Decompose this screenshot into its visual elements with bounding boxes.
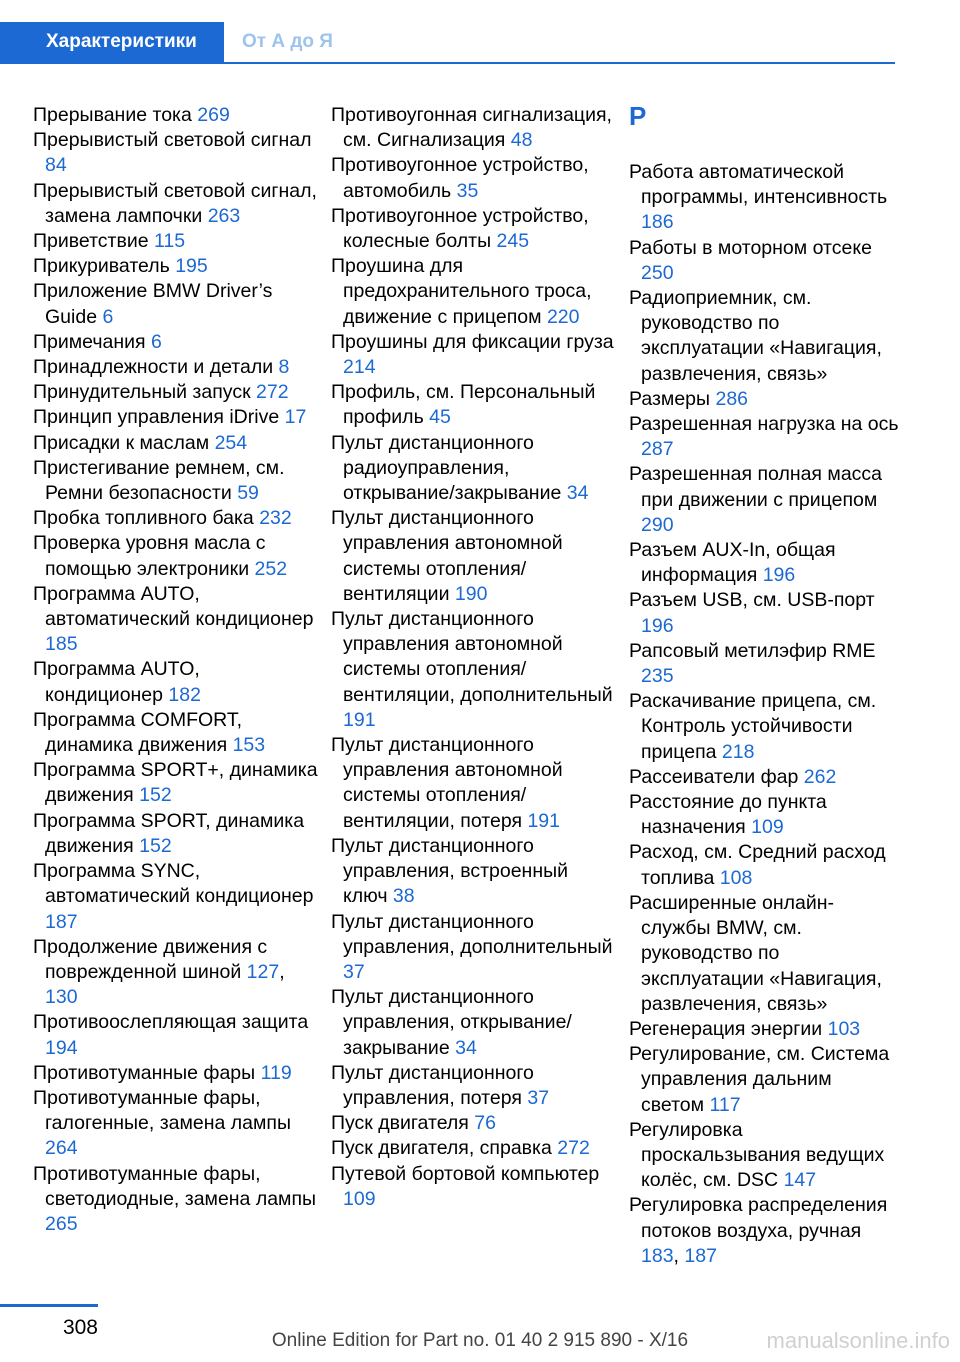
page-link[interactable]: 272 [557, 1137, 590, 1160]
index-entry-text: Работа автоматической программы, интенсивность [629, 161, 888, 209]
index-entry [331, 506, 616, 607]
page-link[interactable]: 117 [709, 1093, 741, 1116]
index-column-3 [629, 103, 899, 1269]
page-link[interactable]: 232 [259, 507, 292, 530]
index-entry [33, 531, 318, 581]
index-entry-text: Прерывистый световой сигнал, замена лампочки [33, 179, 317, 227]
index-entry [629, 1042, 899, 1118]
index-entry-text: Программа SYNC, автоматический кондиционер [33, 860, 314, 908]
page-link[interactable]: 115 [154, 230, 186, 253]
page-link[interactable]: 59 [237, 482, 259, 505]
page-link[interactable]: 252 [254, 557, 288, 580]
index-entry [629, 639, 899, 689]
index-entry-text: Примечания [33, 330, 146, 353]
page-link[interactable]: 8 [278, 356, 290, 379]
index-entry [629, 412, 899, 462]
index-column-2 [331, 103, 616, 1212]
index-entry-text: Пульт дистанционного управления автономной системы отопления/вентиляции, дополнительный [331, 608, 613, 706]
page-link[interactable]: 37 [527, 1086, 550, 1109]
index-entry-text: Программа AUTO, кондиционер [33, 658, 200, 706]
page-link[interactable]: 235 [641, 665, 674, 688]
page-link[interactable]: 195 [175, 255, 208, 278]
index-entry-text: Прикуриватель [33, 255, 170, 278]
index-entry [33, 1162, 318, 1238]
index-entry-text: Присадки к маслам [33, 431, 210, 454]
section-letter: Р [629, 101, 647, 131]
page-number-bar [0, 1304, 98, 1307]
index-entry-text: Разъем AUX-In, общая информация [629, 539, 836, 587]
index-entry-text: Противоослепляющая защита [33, 1011, 309, 1034]
page-link[interactable]: 108 [719, 866, 753, 889]
page-link[interactable]: 37 [343, 960, 365, 983]
index-entry [331, 380, 616, 430]
index-entry-text: Пульт дистанционного радиоуправления, открывание/закрывание [331, 431, 562, 505]
index-entry-text: Принцип управления iDrive [33, 406, 280, 429]
index-entry-text: Разрешенная нагрузка на ось [629, 413, 899, 436]
index-entry [629, 462, 899, 538]
index-entry [629, 286, 899, 387]
index-entry [33, 809, 318, 859]
page-link[interactable]: 109 [751, 816, 784, 839]
index-entry [33, 431, 318, 456]
index-entry [331, 985, 616, 1061]
index-entry-text: Программа SPORT+, динамика движения [33, 759, 318, 807]
index-entry [33, 859, 318, 935]
index-entry-text: Принудительный запуск [33, 381, 251, 404]
page-link[interactable]: 262 [803, 765, 837, 788]
page-link[interactable]: 187 [684, 1244, 717, 1267]
index-entry-text: Расстояние до пункта назначения [629, 791, 827, 839]
index-entry [33, 506, 318, 531]
index-entry-text: Пристегивание ремнем, см. Ремни безопасности [33, 456, 285, 505]
index-entry-text: Размеры [629, 387, 711, 410]
page-link[interactable]: 220 [546, 305, 580, 328]
page-link[interactable]: 290 [641, 513, 674, 536]
index-entry-text: Пульт дистанционного управления, открывание/закрывание [331, 986, 572, 1059]
page-link[interactable]: 152 [139, 834, 172, 857]
index-entry-text: Разъем USB, см. USB-порт [629, 589, 875, 612]
index-entry-text: Профиль, см. Персональный профиль [331, 381, 596, 429]
index-entry-text: Программа SPORT, динамика движения [33, 809, 305, 857]
page-link[interactable]: 265 [45, 1212, 78, 1235]
page-link[interactable]: 196 [762, 564, 796, 587]
index-entry-text: Путевой бортовой компьютер [331, 1162, 600, 1185]
index-entry-text: Расход, см. Средний расход топлива [629, 841, 886, 889]
page-link[interactable]: 119 [260, 1061, 292, 1084]
page-link[interactable]: 264 [45, 1137, 78, 1160]
index-entry [629, 790, 899, 840]
index-entry [33, 582, 318, 658]
page-link[interactable]: 185 [45, 633, 78, 656]
page-link[interactable]: 34 [566, 482, 589, 505]
header-tab-bar [0, 22, 895, 64]
page-link[interactable]: 103 [827, 1017, 861, 1040]
page-link[interactable]: 186 [641, 211, 674, 234]
index-entry-text: Противоугонная сигнализация, см. Сигнализация [331, 104, 612, 152]
index-entry-text: Расширенные онлайн-службы BMW, см. руководство по эксплуатации «Навигация, развлечения, связь» [629, 891, 882, 1015]
index-entry [629, 891, 899, 1017]
page-link[interactable]: 147 [783, 1169, 817, 1192]
page-link[interactable]: 84 [45, 154, 67, 177]
page-link[interactable]: 287 [641, 438, 674, 461]
page-link[interactable]: 6 [102, 305, 114, 328]
index-entry-text: Пробка топливного бака [33, 507, 254, 530]
index-entry [33, 456, 318, 506]
index-entry-text: Противотуманные фары [33, 1061, 256, 1084]
index-entry-text: Пуск двигателя, справка [331, 1137, 552, 1160]
index-entry-text: Приложение BMW Driver’s Guide [33, 280, 273, 328]
index-entry-text: Противоугонное устройство, автомобиль [331, 154, 589, 202]
index-entry-text: Рапсовый метилэфир RME [629, 639, 876, 662]
page-link[interactable]: 254 [214, 431, 248, 454]
footer-edition-text: Online Edition for Part no. 01 40 2 915 890 - X/16 [271, 1330, 689, 1351]
index-entry-text: Пульт дистанционного управления, потеря [331, 1061, 534, 1109]
index-entry [331, 153, 616, 203]
index-entry [33, 405, 318, 430]
page-link[interactable]: 35 [456, 179, 479, 202]
index-entry [331, 330, 616, 380]
index-entry [33, 1086, 318, 1162]
tab-characteristics[interactable]: Характеристики [0, 22, 224, 62]
index-entry [331, 1136, 616, 1161]
page-link[interactable]: 218 [721, 740, 755, 763]
page-link[interactable]: 127 [246, 960, 280, 983]
index-entry [629, 588, 899, 638]
page-link[interactable]: 76 [474, 1112, 496, 1135]
page-link[interactable]: 45 [429, 406, 451, 429]
index-entry-text: Противотуманные фары, светодиодные, замена лампы [33, 1162, 317, 1210]
index-column-1 [33, 103, 318, 1237]
page-link[interactable]: 38 [392, 885, 415, 908]
tab-a-to-z[interactable]: От А до Я [226, 22, 349, 62]
page-link[interactable]: 153 [232, 734, 266, 757]
page-link[interactable]: 272 [256, 381, 289, 404]
index-entry-text: Пульт дистанционного управления, встроенный ключ [331, 834, 568, 908]
index-entry [331, 1111, 616, 1136]
index-entry-text: Программа AUTO, автоматический кондиционер [33, 582, 314, 631]
page-link[interactable]: 130 [45, 986, 78, 1009]
page-link[interactable]: 190 [454, 582, 488, 605]
index-entry [629, 689, 899, 765]
index-entry [331, 1162, 616, 1212]
index-entry [331, 834, 616, 910]
index-entry [629, 840, 899, 890]
page-link[interactable]: 269 [197, 104, 230, 126]
page-link[interactable]: 182 [168, 683, 201, 706]
page-link[interactable]: 194 [45, 1036, 78, 1059]
index-entry [629, 538, 899, 588]
index-entry-text: Проверка уровня масла с помощью электроники [33, 532, 266, 580]
index-entry-text: Раскачивание прицепа, см. Контроль устойчивости прицепа [629, 690, 877, 763]
index-entry [33, 657, 318, 707]
index-entry [331, 431, 616, 507]
index-entry: Регулировка распределения потоков воздуха, ручная 183, 187 [629, 1194, 888, 1267]
page-link[interactable]: 191 [527, 809, 560, 832]
page-link[interactable]: 191 [343, 708, 376, 731]
index-entry-text: Противотуманные фары, галогенные, замена лампы [33, 1086, 292, 1135]
index-entry [331, 910, 616, 986]
page-link[interactable]: 250 [641, 261, 674, 284]
index-entry [33, 380, 318, 405]
index-entry [33, 355, 318, 380]
index-entry-text: Регулировка проскальзывания ведущих колёс, см. DSC [629, 1118, 885, 1192]
index-entry [629, 387, 899, 412]
index-entry-text: Продолжение движения с поврежденной шиной [33, 935, 268, 983]
index-entry-text: Пульт дистанционного управления, дополнительный [331, 910, 613, 958]
page-link[interactable]: 34 [455, 1036, 477, 1059]
watermark: manualsonline.info [766, 1328, 950, 1353]
index-entry [331, 733, 616, 834]
index-entry-text: Пуск двигателя [331, 1112, 469, 1135]
index-entry [629, 236, 899, 286]
index-entry-text: Противоугонное устройство, колесные болты [331, 204, 589, 253]
index-entry [629, 1017, 899, 1042]
index-entry [33, 1010, 318, 1060]
index-entry [331, 1061, 616, 1111]
index-entry-text: Разрешенная полная масса при движении с прицепом [629, 463, 883, 511]
index-entry-text: Приветствие [33, 230, 149, 253]
page-link[interactable]: 245 [496, 230, 530, 253]
page-link[interactable]: 183 [641, 1244, 674, 1267]
page-link[interactable]: 48 [510, 129, 533, 152]
index-entry-text: Проушины для фиксации груза [331, 330, 614, 353]
page-link[interactable]: 17 [284, 406, 307, 429]
page-link[interactable]: 187 [45, 910, 78, 933]
page-link[interactable]: 152 [139, 784, 172, 807]
index-entry-text: Регулировка распределения потоков воздуха, ручная [629, 1194, 888, 1242]
index-entry [33, 103, 318, 128]
index-entry [629, 160, 899, 236]
index-entry: Продолжение движения с поврежденной шиной 127, 130 [33, 935, 285, 1009]
index-entry [629, 1118, 899, 1194]
index-entry-text: Работы в моторном отсеке [629, 236, 872, 259]
index-entry [33, 229, 318, 254]
index-entry-text: Прерывание тока [33, 104, 192, 126]
page-number: 308 [62, 1316, 98, 1339]
index-entry [33, 758, 318, 808]
index-entry-text: Пульт дистанционного управления автономной системы отопления/вентиляции, потеря [331, 734, 563, 832]
index-entry-text: Прерывистый световой сигнал [33, 129, 312, 152]
index-entry [33, 179, 318, 229]
index-entry-text: Принадлежности и детали [33, 356, 274, 379]
page-link[interactable]: 286 [715, 387, 749, 410]
index-entry-text: Радиоприемник, см. руководство по эксплуатации «Навигация, развлечения, связь» [629, 287, 882, 385]
page-link[interactable]: 196 [641, 614, 674, 637]
index-entry [33, 279, 318, 329]
page-link[interactable]: 6 [151, 330, 162, 353]
index-entry-text: Регулирование, см. Система управления дальним светом [629, 1043, 890, 1116]
index-entry-text: Проушина для предохранительного троса, движение с прицепом [331, 255, 592, 328]
index-entry [33, 330, 318, 355]
index-entry-text: Регенерация энергии [629, 1017, 823, 1040]
index-entry [33, 254, 318, 279]
page-link[interactable]: 263 [207, 204, 241, 227]
index-entry [331, 204, 616, 254]
index-entry [331, 254, 616, 330]
index-entry-text: Пульт дистанционного управления автономной системы отопления/вентиляции [331, 507, 563, 605]
index-entry [33, 128, 318, 178]
index-entry-text: Рассеиватели фар [629, 765, 799, 788]
index-entry [331, 607, 616, 733]
page-link[interactable]: 109 [343, 1187, 376, 1210]
index-entry [33, 1061, 318, 1086]
index-entry [33, 708, 318, 758]
index-entry [331, 103, 616, 153]
index-entry [629, 765, 899, 790]
index-entry-text: Программа COMFORT, динамика движения [33, 708, 243, 757]
page-link[interactable]: 214 [343, 356, 376, 379]
